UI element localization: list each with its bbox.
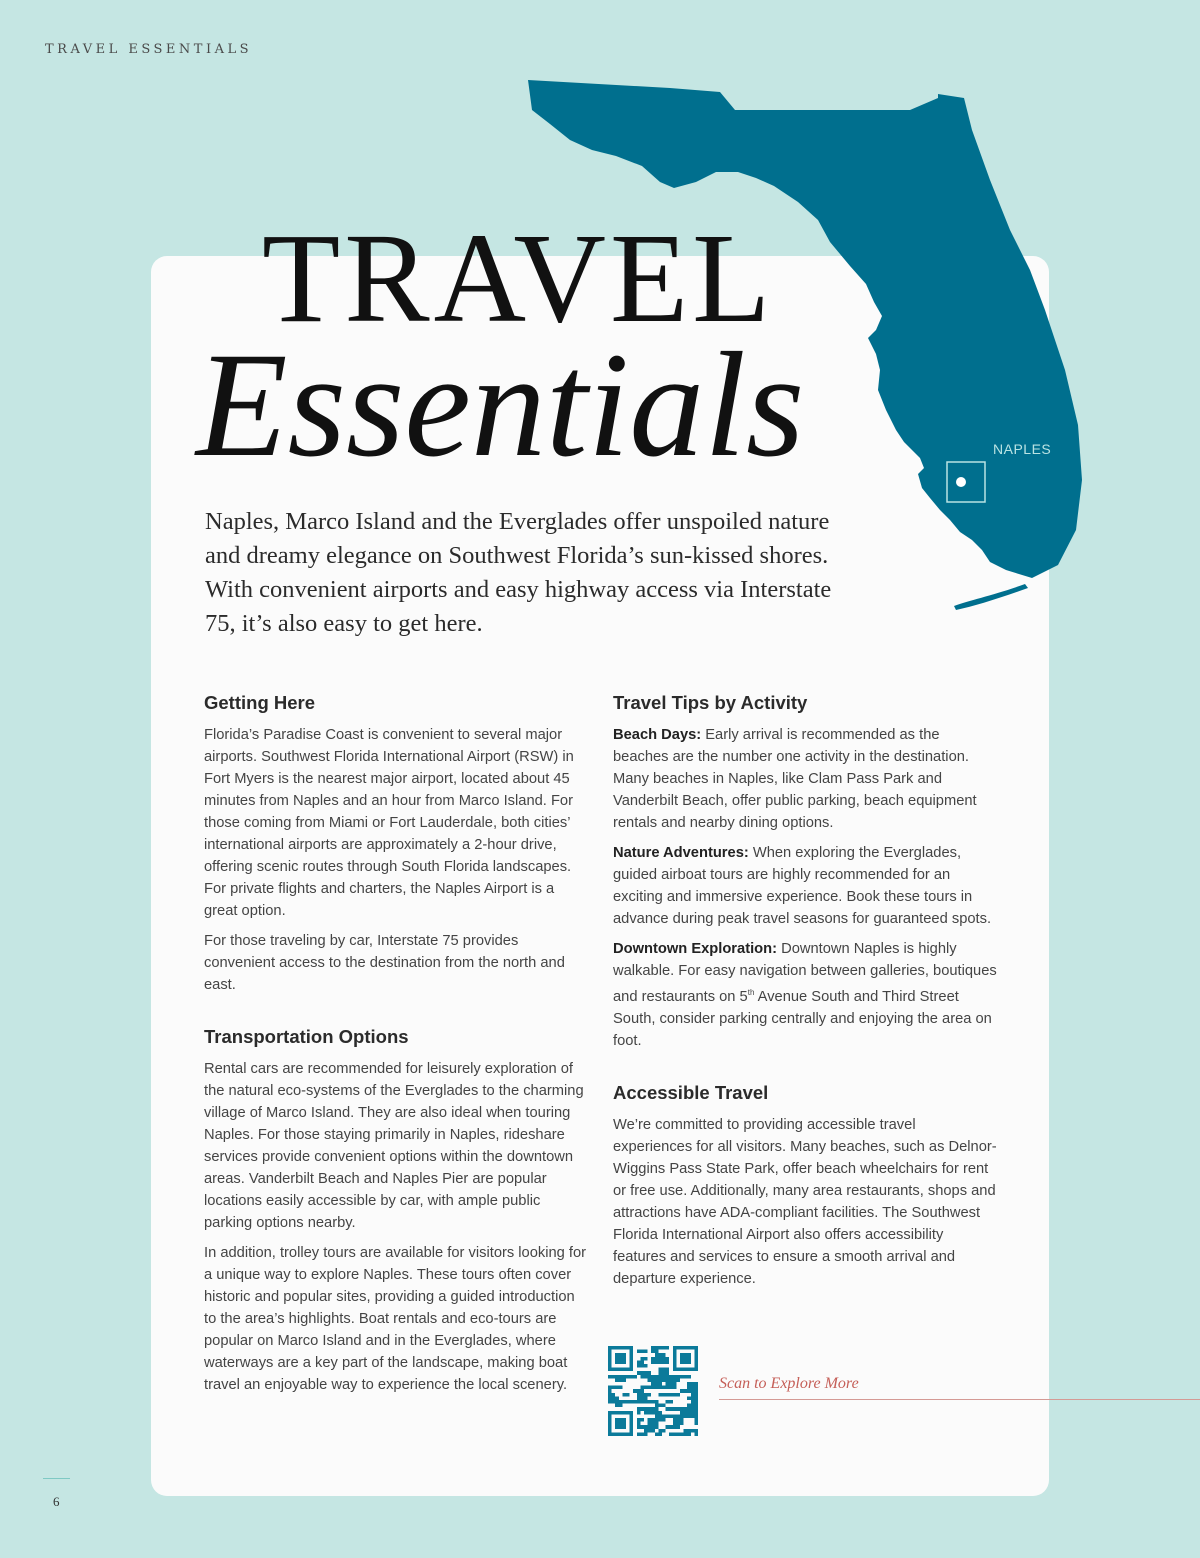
page-number: 6 bbox=[53, 1494, 60, 1509]
getting-here-paragraph-2: For those traveling by car, Interstate 75 provides convenient access to the destination from the north and east. bbox=[204, 933, 565, 993]
left-column bbox=[204, 692, 589, 1404]
running-head: TRAVEL ESSENTIALS bbox=[45, 42, 253, 57]
naples-map-label: NAPLES bbox=[993, 441, 1052, 457]
tip-beach-label: Beach Days: bbox=[613, 727, 702, 743]
tip-nature bbox=[613, 842, 998, 930]
heading-transportation: Transportation Options bbox=[204, 1026, 409, 1047]
right-column bbox=[613, 692, 998, 1298]
tip-downtown-text-b: Avenue South and Third Street South, consider parking centrally and enjoying the area on foot. bbox=[613, 988, 992, 1049]
heading-travel-tips: Travel Tips by Activity bbox=[613, 692, 808, 713]
tip-nature-text: When exploring the Everglades, guided airboat tours are highly recommended for an exciting and immersive experience. Book these tours in advance during peak travel seasons for guaranteed spots. bbox=[613, 845, 992, 927]
getting-here-paragraph-1: Florida’s Paradise Coast is convenient to several major airports. Southwest Florida International Airport (RSW) in Fort Myers is the nearest major airport, located about 45 minutes from Naples and an hour from Marco Island. For those coming from Miami or Fort Lauderdale, both cities’ international airports are approximately a 2-hour drive, offering scenic routes through South Florida landscapes. For private flights and charters, the Naples Airport is a great option. bbox=[204, 727, 574, 919]
scan-caption[interactable]: Scan to Explore More bbox=[719, 1375, 859, 1392]
transportation-paragraph-1: Rental cars are recommended for leisurely exploration of the natural eco-systems of the Everglades to the charming village of Marco Island. They are also ideal when touring Naples. For those staying primarily in Naples, rideshare services provide convenient options within the downtown areas. Vanderbilt Beach and Naples Pier are popular locations easily accessible by car, with ample public parking options nearby. bbox=[204, 1061, 584, 1231]
title-line-essentials: Essentials bbox=[196, 322, 805, 488]
transportation-paragraph-2: In addition, trolley tours are available for visitors looking for a unique way to explore Naples. These tours often cover historic and popular sites, providing a guided introduction to the area’s highlights. Boat rentals and eco-tours are popular on Marco Island and in the Everglades, where waterways are a key part of the landscape, making boat travel an enjoyable way to experience the local scenery. bbox=[204, 1245, 587, 1393]
heading-getting-here: Getting Here bbox=[204, 692, 316, 713]
tip-nature-label: Nature Adventures: bbox=[613, 845, 749, 861]
folio-rule bbox=[43, 1478, 70, 1479]
accessible-paragraph: We’re committed to providing accessible travel experiences for all visitors. Many beaches, such as Delnor-Wiggins Pass State Park, offer beach wheelchairs for rent or free use. Additionally, many area restaurants, shops and attractions have ADA-compliant facilities. The Southwest Florida International Airport also offers accessibility features and services to ensure a smooth arrival and departure experience. bbox=[613, 1116, 997, 1287]
tip-downtown-label: Downtown Exploration: bbox=[613, 941, 777, 957]
tip-downtown-text-a: Downtown Naples is highly walkable. For easy navigation between galleries, boutiques and restaurants on 5 bbox=[613, 941, 997, 1005]
tip-beach-text: Early arrival is recommended as the beaches are the number one activity in the destination. Many beaches in Naples, like Clam Pass Park and Vanderbilt Beach, offer public parking, beach equipment rentals and nearby dining options. bbox=[613, 727, 977, 831]
tip-beach-days bbox=[613, 724, 998, 834]
scan-rule bbox=[719, 1399, 1200, 1400]
heading-accessible-travel: Accessible Travel bbox=[613, 1081, 769, 1103]
tip-downtown-sup: th bbox=[747, 988, 755, 997]
intro-paragraph: Naples, Marco Island and the Everglades offer unspoiled nature and dreamy elegance on Southwest Florida’s sun-kissed shores. With convenient airports and easy highway access via Interstate 75, it’s also easy to get here. bbox=[205, 508, 832, 637]
title-line-travel: TRAVEL bbox=[262, 207, 775, 349]
qr-code[interactable] bbox=[608, 1346, 698, 1436]
tip-downtown bbox=[613, 938, 998, 1052]
naples-marker-dot bbox=[956, 477, 966, 487]
